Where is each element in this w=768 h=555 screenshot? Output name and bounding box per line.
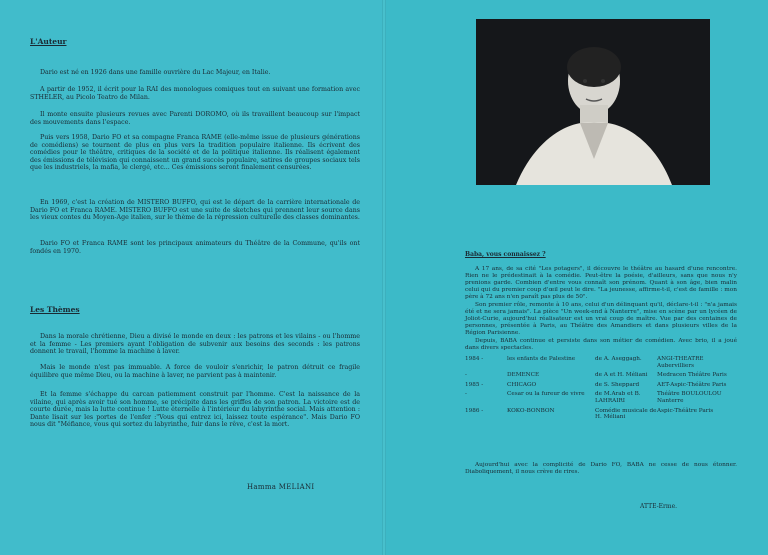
auteur-paragraph: A partir de 1952, il écrit pour la RAI des monologues comiques tout en suivant une formation avec STHELER, au Picolo Teatro de Milan. — [30, 86, 360, 101]
table-row — [465, 391, 737, 407]
auteur-paragraph: Dario FO et Franca RAME sont les principaux animateurs du Théâtre de la Commune, qu'ils ont fondés en 1970. — [30, 240, 360, 255]
work-author: de A. Aseggagh. — [595, 356, 642, 362]
work-year: 1986 - — [465, 407, 484, 414]
baba-paragraph: Son premier rôle, remonte à 10 ans, celui d'un délinquant qu'il, déclare-t-il : "n'a jamais été et ne sera jamais". La pièce "Un week-end à Nanterre", mise en scène par un lycéen de Joliot-Curie, aujourd'hui réalisateur est un vrai coup de maître. Vue par des centaines de personnes, présentée à Paris, au Théâtre des Amandiers et dans plusieurs villes de la Région Parisienne. — [465, 302, 737, 336]
work-title: DEMENCE — [507, 372, 540, 379]
auteur-paragraph: Puis vers 1958, Dario FO et sa compagne Franca RAME (elle-même issue de plusieurs générations de comédiens) se tournent de plus en plus vers la tradition populaire italienne. Ils écrivent des comédies pour le théâtre, critiques de la société et de la politique italienne. Ils réalisent également des émissions de télévision qui connaissent un grand succès populaire, satires de groupes sociaux tels que les industriels, la mafia, le clergé, etc... Ces émissions seront finalement censurées. — [30, 134, 360, 172]
table-row — [465, 356, 737, 372]
baba-heading: Baba, vous connaissez ? — [465, 251, 546, 258]
themes-heading: Les Thèmes — [30, 305, 80, 314]
work-year: - — [465, 372, 467, 379]
works-table — [465, 356, 737, 424]
work-title: Cesar ou la fureur de vivre — [507, 391, 585, 398]
work-author: de M.Arab et B. LAHRAIRI — [595, 391, 641, 404]
signature: Hamma MELIANI — [247, 483, 315, 491]
work-author: Comédie musicale de H. Méliani — [595, 407, 657, 421]
table-row — [465, 372, 737, 382]
page-fold — [382, 0, 386, 555]
baba-paragraph: Depuis, BABA continue et persiste dans son métier de comédien. Avec brio, il a joué dans divers spectacles. — [465, 338, 737, 351]
work-title: CHICAGO — [507, 381, 537, 388]
portrait-photo — [476, 19, 710, 185]
auteur-paragraph: Dario est né en 1926 dans une famille ouvrière du Lac Majeur, en Italie. — [40, 69, 271, 76]
work-company: AET-Aspic-Théâtre Paris — [657, 381, 727, 388]
work-author: de A et H. Méliani — [595, 372, 648, 379]
auteur-paragraph: Il monte ensuite plusieurs revues avec Parenti DOROMO, où ils travaillent beaucoup sur l'impact des mouvements dans l'espace. — [30, 111, 360, 126]
auteur-paragraph: En 1969, c'est la création de MISTERO BUFFO, qui est le départ de la carrière internationale de Dario FO et Franca RAME. MISTERO BUFFO est une suite de sketches qui prennent leur source dans les vieux contes du Moyen-Age italien, sur le thème de la répression culturelle des classes dominantes. — [30, 199, 360, 222]
work-year: 1985 - — [465, 381, 484, 388]
work-company: Théâtre BOULOULOU Nanterre — [657, 391, 722, 404]
work-title: KOKO-BONBON — [507, 407, 555, 414]
auteur-heading: L'Auteur — [30, 37, 67, 46]
work-company: Medracen Théâtre Paris — [657, 372, 727, 379]
work-company: ANGI-THEATRE Aubervilliers — [657, 356, 704, 369]
work-author: de S. Sheppard — [595, 381, 640, 388]
work-year: - — [465, 391, 467, 398]
work-title: les enfants de Palestine — [507, 356, 576, 362]
table-row — [465, 382, 737, 392]
table-row — [465, 408, 737, 424]
themes-paragraph: Et la femme s'échappe du carcan patiemment construit par l'homme. C'est la naissance de la vilaine, qui après avoir tué son homme, se précipite dans les griffes de son patron. La victoire est de courte durée, mais la lutte continue ! Lutte éternelle à l'intérieur du labyrinthe social. Mais attention : Dante lisait sur les portes de l'enfer :"Vous qui entrez ici, laissez toute espérance". Mais Dario FO nous dit "Méfiance, vous qui sortez du labyrinthe, fuir dans le rêve, c'est la mort. — [30, 391, 360, 429]
work-year: 1984 - — [465, 356, 484, 362]
portrait-image — [476, 19, 710, 185]
themes-paragraph: Dans la morale chrétienne, Dieu a divisé le monde en deux : les patrons et les vilains - ou l'homme et la femme - Les premiers ayant l'obligation de subvenir aux besoins des seconds : les patrons donnent le travail, l'homme la machine à laver. — [30, 333, 360, 356]
themes-paragraph: Mais le monde n'est pas immuable. A force de vouloir s'enrichir, le patron détruit ce fragile équilibre que même Dieu, ou la machine à laver, ne parvient pas à maintenir. — [30, 364, 360, 379]
closing-paragraph: Aujourd'hui avec la complicité de Dario FO, BABA ne cesse de nous étonner. Diaboliquement, il nous crève de rires. — [465, 462, 737, 475]
baba-paragraph: A 17 ans, de sa cité "Les potagers", il découvre le théâtre au hasard d'une rencontre. Rien ne le prédestinait à la comédie. Peut-être la poésie, d'ailleurs, sans que nous n'y prenions garde. Combien d'entre vous connaît son prénom. Quant à son âge, bien malin celui qui du premier coup d'œil peut le dire. "La jeunesse, affirme-t-il, c'est de famille : mon père à 72 ans n'en paraît pas plus de 50". — [465, 266, 737, 300]
credit-text: ATTE-Erme. — [640, 503, 678, 510]
work-company: Aspic-Théâtre Paris — [657, 407, 714, 414]
